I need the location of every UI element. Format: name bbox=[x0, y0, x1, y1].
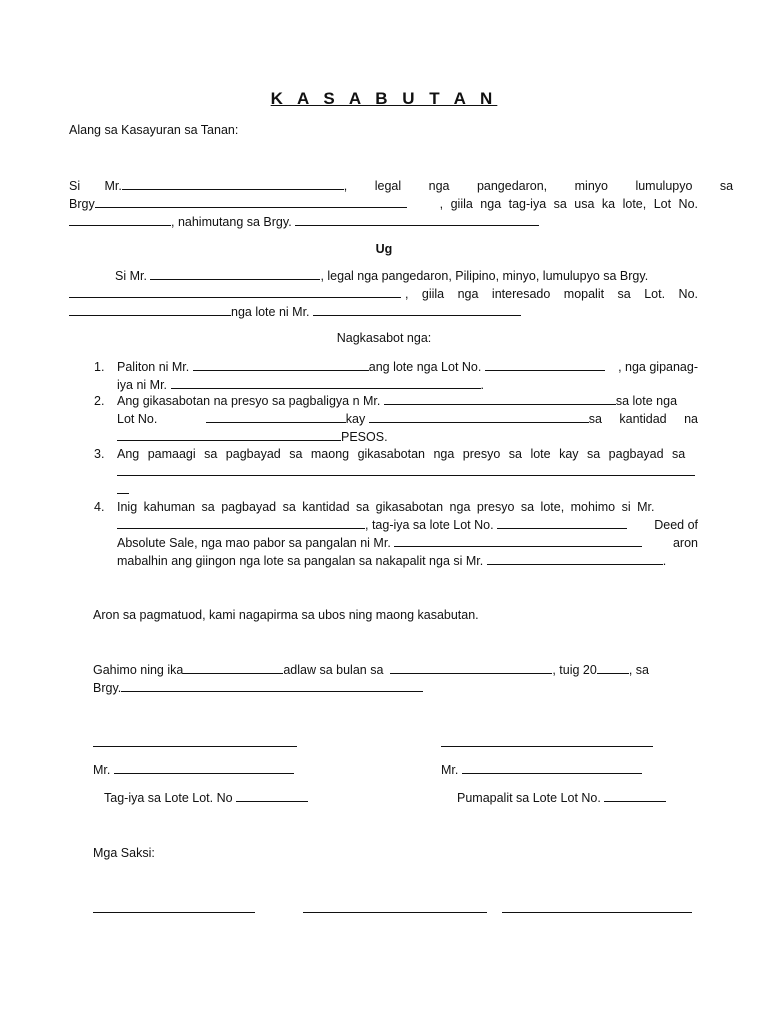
price-blank[interactable] bbox=[369, 411, 589, 423]
pagmatuod-statement: Aron sa pagmatuod, kami nagapirma sa ubos ning maong kasabutan. bbox=[93, 608, 479, 622]
first-party-location-blank[interactable] bbox=[295, 214, 539, 226]
left-signatory-role: Tag-iya sa Lote Lot. No bbox=[104, 790, 308, 807]
item-number: 2. bbox=[94, 394, 105, 408]
item-2: Ang gikasabotan na presyo sa pagbaligya n Mr. sa lote nga Lot No. kay sa kantidad na PESOS. bbox=[117, 394, 698, 444]
gahimo-brgy-blank[interactable] bbox=[121, 680, 423, 692]
payment-method-blank[interactable] bbox=[117, 464, 695, 476]
day-blank[interactable] bbox=[183, 662, 283, 674]
month-blank[interactable] bbox=[390, 662, 552, 674]
item-number: 3. bbox=[94, 447, 105, 461]
right-signatory: Mr. bbox=[441, 762, 642, 779]
witness-signature-line[interactable] bbox=[303, 912, 487, 913]
item-4: Inig kahuman sa pagbayad sa kantidad sa gikasabotan nga presyo sa lote, mohimo si Mr. , tag-iya sa lote Lot No. Deed of Absolute Sale, nga mao pabor sa pangalan ni Mr. aron mabalhin ang giingon nga lote sa pangalan sa nakapalit nga si Mr. . bbox=[117, 500, 698, 568]
seller-name-blank[interactable] bbox=[384, 393, 616, 405]
nagkasabot-heading: Nagkasabot nga: bbox=[336, 331, 432, 345]
first-party-paragraph: Si Mr. , legal nga pangedaron, minyo lumulupyo sa Brgy , giila nga tag-iya sa usa ka lote, Lot No. , nahimutang sa Brgy. bbox=[69, 179, 734, 229]
lot-number-blank-2[interactable] bbox=[206, 411, 346, 423]
left-signature-line[interactable] bbox=[93, 746, 297, 747]
right-signature-line[interactable] bbox=[441, 746, 653, 747]
right-signatory-role: Pumapalit sa Lote Lot No. bbox=[457, 790, 666, 807]
pesos-amount-blank[interactable] bbox=[117, 429, 341, 441]
right-signatory-name-blank[interactable] bbox=[462, 762, 642, 774]
item-number: 1. bbox=[94, 360, 105, 374]
gahimo-paragraph: Gahimo ning ika adlaw sa bulan sa , tuig 20 , sa Brgy. bbox=[93, 663, 649, 695]
left-lot-blank[interactable] bbox=[236, 790, 308, 802]
item-1: Paliton ni Mr. ang lote nga Lot No. , nga gipanag- iya ni Mr. . bbox=[117, 360, 698, 392]
second-party-owner-blank[interactable] bbox=[313, 304, 521, 316]
owner-name-blank[interactable] bbox=[171, 377, 481, 389]
salutation: Alang sa Kasayuran sa Tanan: bbox=[69, 123, 239, 137]
lot-number-blank-3[interactable] bbox=[497, 517, 627, 529]
buyer-name-blank[interactable] bbox=[193, 359, 369, 371]
left-signatory: Mr. bbox=[93, 762, 294, 779]
witness-signature-line[interactable] bbox=[502, 912, 692, 913]
second-party-paragraph: Si Mr. , legal nga pangedaron, Pilipino, minyo, lumulupyo sa Brgy. , giila nga interesado mopalit sa Lot. No. nga lote ni Mr. bbox=[69, 268, 698, 322]
ug-heading: Ug bbox=[375, 242, 393, 256]
item-3: Ang pamaagi sa pagbayad sa maong gikasabotan nga presyo sa lote kay sa pagbayad sa bbox=[117, 446, 698, 500]
lot-number-blank[interactable] bbox=[485, 359, 605, 371]
second-party-name-blank[interactable] bbox=[150, 268, 320, 280]
first-party-brgy-blank[interactable] bbox=[95, 196, 407, 208]
document-title: K A S A B U T A N bbox=[270, 89, 498, 108]
right-lot-blank[interactable] bbox=[604, 790, 666, 802]
year-blank[interactable] bbox=[597, 662, 629, 674]
witness-signature-line[interactable] bbox=[93, 912, 255, 913]
first-party-name-blank[interactable] bbox=[122, 178, 344, 190]
buyer-name-blank-2[interactable] bbox=[394, 535, 642, 547]
witnesses-label: Mga Saksi: bbox=[93, 846, 155, 860]
payment-method-blank-2[interactable] bbox=[117, 482, 129, 494]
buyer-name-blank-3[interactable] bbox=[487, 553, 663, 565]
item-number: 4. bbox=[94, 500, 105, 514]
seller-name-blank-2[interactable] bbox=[117, 517, 365, 529]
left-signatory-name-blank[interactable] bbox=[114, 762, 294, 774]
first-party-lot-blank[interactable] bbox=[69, 214, 171, 226]
second-party-brgy-blank[interactable] bbox=[69, 286, 401, 298]
second-party-lot-blank[interactable] bbox=[69, 304, 231, 316]
